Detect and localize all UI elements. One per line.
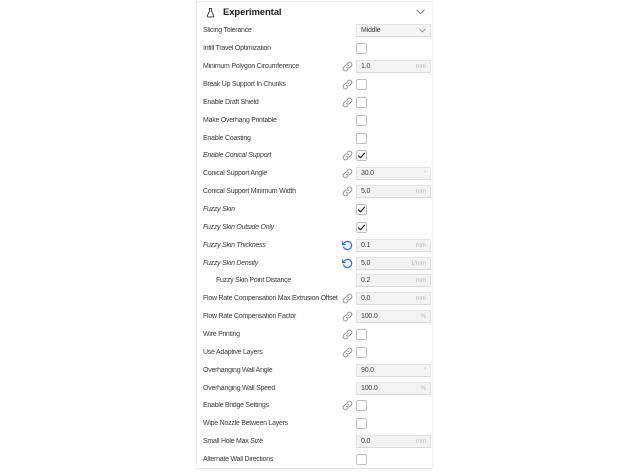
icon-slot: [339, 311, 353, 322]
field-value: 5.0: [361, 259, 371, 267]
field-unit: 1/mm: [410, 259, 426, 267]
setting-row: [197, 93, 432, 111]
setting-row: [197, 397, 432, 415]
value-field[interactable]: [356, 274, 431, 287]
setting-row: [197, 433, 432, 451]
checkbox[interactable]: [356, 79, 367, 90]
setting-row: [197, 343, 432, 361]
control-slot: [356, 133, 431, 144]
checkbox[interactable]: [356, 97, 367, 108]
control-slot: [356, 347, 431, 358]
field-unit: %: [420, 313, 426, 321]
setting-label: Fuzzy Skin Thickness: [203, 241, 266, 249]
setting-label: Break Up Support In Chunks: [203, 81, 286, 88]
dropdown-value: Middle: [361, 27, 381, 35]
checkbox[interactable]: [356, 418, 367, 429]
value-field[interactable]: [356, 239, 431, 252]
setting-row: [197, 22, 432, 40]
control-slot: [356, 115, 431, 126]
value-field[interactable]: [356, 364, 431, 377]
control-slot: [356, 24, 431, 37]
link-icon[interactable]: [342, 186, 353, 197]
control-slot: [356, 292, 431, 305]
field-value: 100.0: [361, 313, 378, 321]
setting-label: Conical Support Minimum Width: [203, 188, 296, 196]
icon-slot: [339, 258, 353, 269]
checkbox[interactable]: [356, 150, 367, 161]
control-slot: [356, 418, 431, 429]
setting-label: Fuzzy Skin Density: [203, 259, 259, 267]
value-field[interactable]: [356, 185, 431, 198]
setting-row: [197, 379, 432, 397]
field-unit: mm: [415, 277, 426, 285]
setting-label: Use Adaptive Layers: [203, 348, 263, 356]
value-field[interactable]: [356, 310, 431, 323]
control-slot: [356, 257, 431, 270]
setting-label: Enable Draft Shield: [203, 98, 259, 106]
setting-row: [197, 147, 432, 165]
revert-icon[interactable]: [342, 240, 353, 251]
control-slot: [356, 400, 431, 411]
setting-row: [197, 290, 432, 308]
field-unit: mm: [415, 63, 426, 71]
setting-row: [197, 308, 432, 326]
setting-label: Fuzzy Skin: [203, 206, 235, 214]
field-value: 0.2: [361, 277, 371, 285]
chevron-down-icon: [419, 28, 426, 33]
link-icon[interactable]: [342, 61, 353, 72]
field-unit: %: [420, 384, 426, 392]
setting-label: Overhanging Wall Angle: [203, 366, 273, 374]
control-slot: [356, 382, 431, 395]
control-slot: [356, 454, 431, 465]
settings-rows: [197, 22, 432, 468]
checkbox[interactable]: [356, 204, 367, 215]
setting-label: Infill Travel Optimization: [203, 45, 271, 53]
checkmark-icon: [357, 223, 366, 232]
setting-row: [197, 254, 432, 272]
control-slot: [356, 329, 431, 340]
category-title: Experimental: [223, 6, 282, 18]
control-slot: [356, 222, 431, 233]
setting-row: [197, 415, 432, 433]
checkbox[interactable]: [356, 347, 367, 358]
link-icon[interactable]: [342, 168, 353, 179]
icon-slot: [339, 240, 353, 251]
value-field[interactable]: [356, 435, 431, 448]
checkbox[interactable]: [356, 133, 367, 144]
setting-label: Enable Bridge Settings: [203, 402, 269, 410]
link-icon[interactable]: [342, 400, 353, 411]
value-field[interactable]: [356, 60, 431, 73]
control-slot: [356, 274, 431, 287]
control-slot: [356, 79, 431, 90]
link-icon[interactable]: [342, 150, 353, 161]
setting-row: [197, 218, 432, 236]
control-slot: [356, 150, 431, 161]
setting-row: [197, 272, 432, 290]
control-slot: [356, 239, 431, 252]
setting-row: [197, 201, 432, 219]
link-icon[interactable]: [342, 97, 353, 108]
field-value: 100.0: [361, 384, 378, 392]
control-slot: [356, 60, 431, 73]
field-unit: mm: [415, 295, 426, 303]
control-slot: [356, 310, 431, 323]
field-unit: mm: [415, 188, 426, 196]
control-slot: [356, 43, 431, 54]
link-icon[interactable]: [342, 311, 353, 322]
field-value: 5.0: [361, 188, 371, 196]
field-value: 30.0: [361, 170, 374, 178]
control-slot: [356, 364, 431, 377]
icon-slot: [339, 61, 353, 72]
setting-label: Flow Rate Compensation Max Extrusion Offset: [203, 295, 338, 303]
value-field[interactable]: [356, 382, 431, 395]
setting-row: [197, 451, 432, 469]
control-slot: [356, 97, 431, 108]
icon-slot: [339, 150, 353, 161]
setting-row: [197, 111, 432, 129]
icon-slot: [339, 168, 353, 179]
field-value: 90.0: [361, 366, 374, 374]
setting-label: Flow Rate Compensation Factor: [203, 313, 297, 321]
icon-slot: [339, 400, 353, 411]
field-value: 0.0: [361, 438, 371, 446]
setting-label: Enable Coasting: [203, 134, 251, 142]
field-unit: °: [423, 170, 426, 178]
link-icon[interactable]: [342, 329, 353, 340]
setting-label: Make Overhang Printable: [203, 116, 277, 124]
chevron-down-icon[interactable]: [416, 9, 425, 15]
setting-label: Slicing Tolerance: [203, 27, 252, 35]
checkbox[interactable]: [356, 43, 367, 54]
value-field[interactable]: [356, 257, 431, 270]
setting-row: [197, 326, 432, 344]
setting-label: Fuzzy Skin Outside Only: [203, 223, 274, 231]
dropdown[interactable]: [356, 24, 431, 37]
icon-slot: [339, 347, 353, 358]
value-field[interactable]: [356, 167, 431, 180]
setting-label: Wipe Nozzle Between Layers: [203, 420, 288, 428]
revert-icon[interactable]: [342, 258, 353, 269]
control-slot: [356, 435, 431, 448]
field-unit: mm: [415, 241, 426, 249]
icon-slot: [339, 97, 353, 108]
checkbox[interactable]: [356, 400, 367, 411]
setting-label: Small Hole Max Size: [203, 438, 263, 446]
setting-label: Alternate Wall Directions: [203, 456, 274, 464]
setting-label: Minimum Polygon Circumference: [203, 63, 299, 71]
control-slot: [356, 167, 431, 180]
icon-slot: [339, 186, 353, 197]
category-header-experimental[interactable]: [197, 2, 432, 22]
icon-slot: [339, 329, 353, 340]
setting-label: Conical Support Angle: [203, 170, 268, 178]
checkbox[interactable]: [356, 329, 367, 340]
control-slot: [356, 185, 431, 198]
setting-row: [197, 183, 432, 201]
field-unit: °: [423, 366, 426, 374]
setting-label: Overhanging Wall Speed: [203, 384, 276, 392]
setting-label: Fuzzy Skin Point Distance: [216, 277, 292, 285]
link-icon[interactable]: [342, 347, 353, 358]
checkmark-icon: [357, 205, 366, 214]
checkbox[interactable]: [356, 222, 367, 233]
setting-row: [197, 165, 432, 183]
setting-row: [197, 236, 432, 254]
setting-row: [197, 58, 432, 76]
field-unit: mm: [415, 438, 426, 446]
checkbox[interactable]: [356, 454, 367, 465]
flask-icon: [205, 7, 216, 18]
checkmark-icon: [357, 151, 366, 160]
setting-row: [197, 76, 432, 94]
field-value: 0.1: [361, 241, 371, 249]
link-icon[interactable]: [342, 79, 353, 90]
settings-panel-experimental: [196, 1, 433, 469]
setting-label: Wire Printing: [203, 331, 240, 339]
icon-slot: [339, 293, 353, 304]
control-slot: [356, 204, 431, 215]
setting-row: [197, 129, 432, 147]
field-value: 1.0: [361, 63, 371, 71]
icon-slot: [339, 79, 353, 90]
value-field[interactable]: [356, 292, 431, 305]
setting-label: Enable Conical Support: [203, 152, 272, 160]
checkbox[interactable]: [356, 115, 367, 126]
setting-row: [197, 40, 432, 58]
link-icon[interactable]: [342, 293, 353, 304]
field-value: 0.0: [361, 295, 371, 303]
setting-row: [197, 361, 432, 379]
